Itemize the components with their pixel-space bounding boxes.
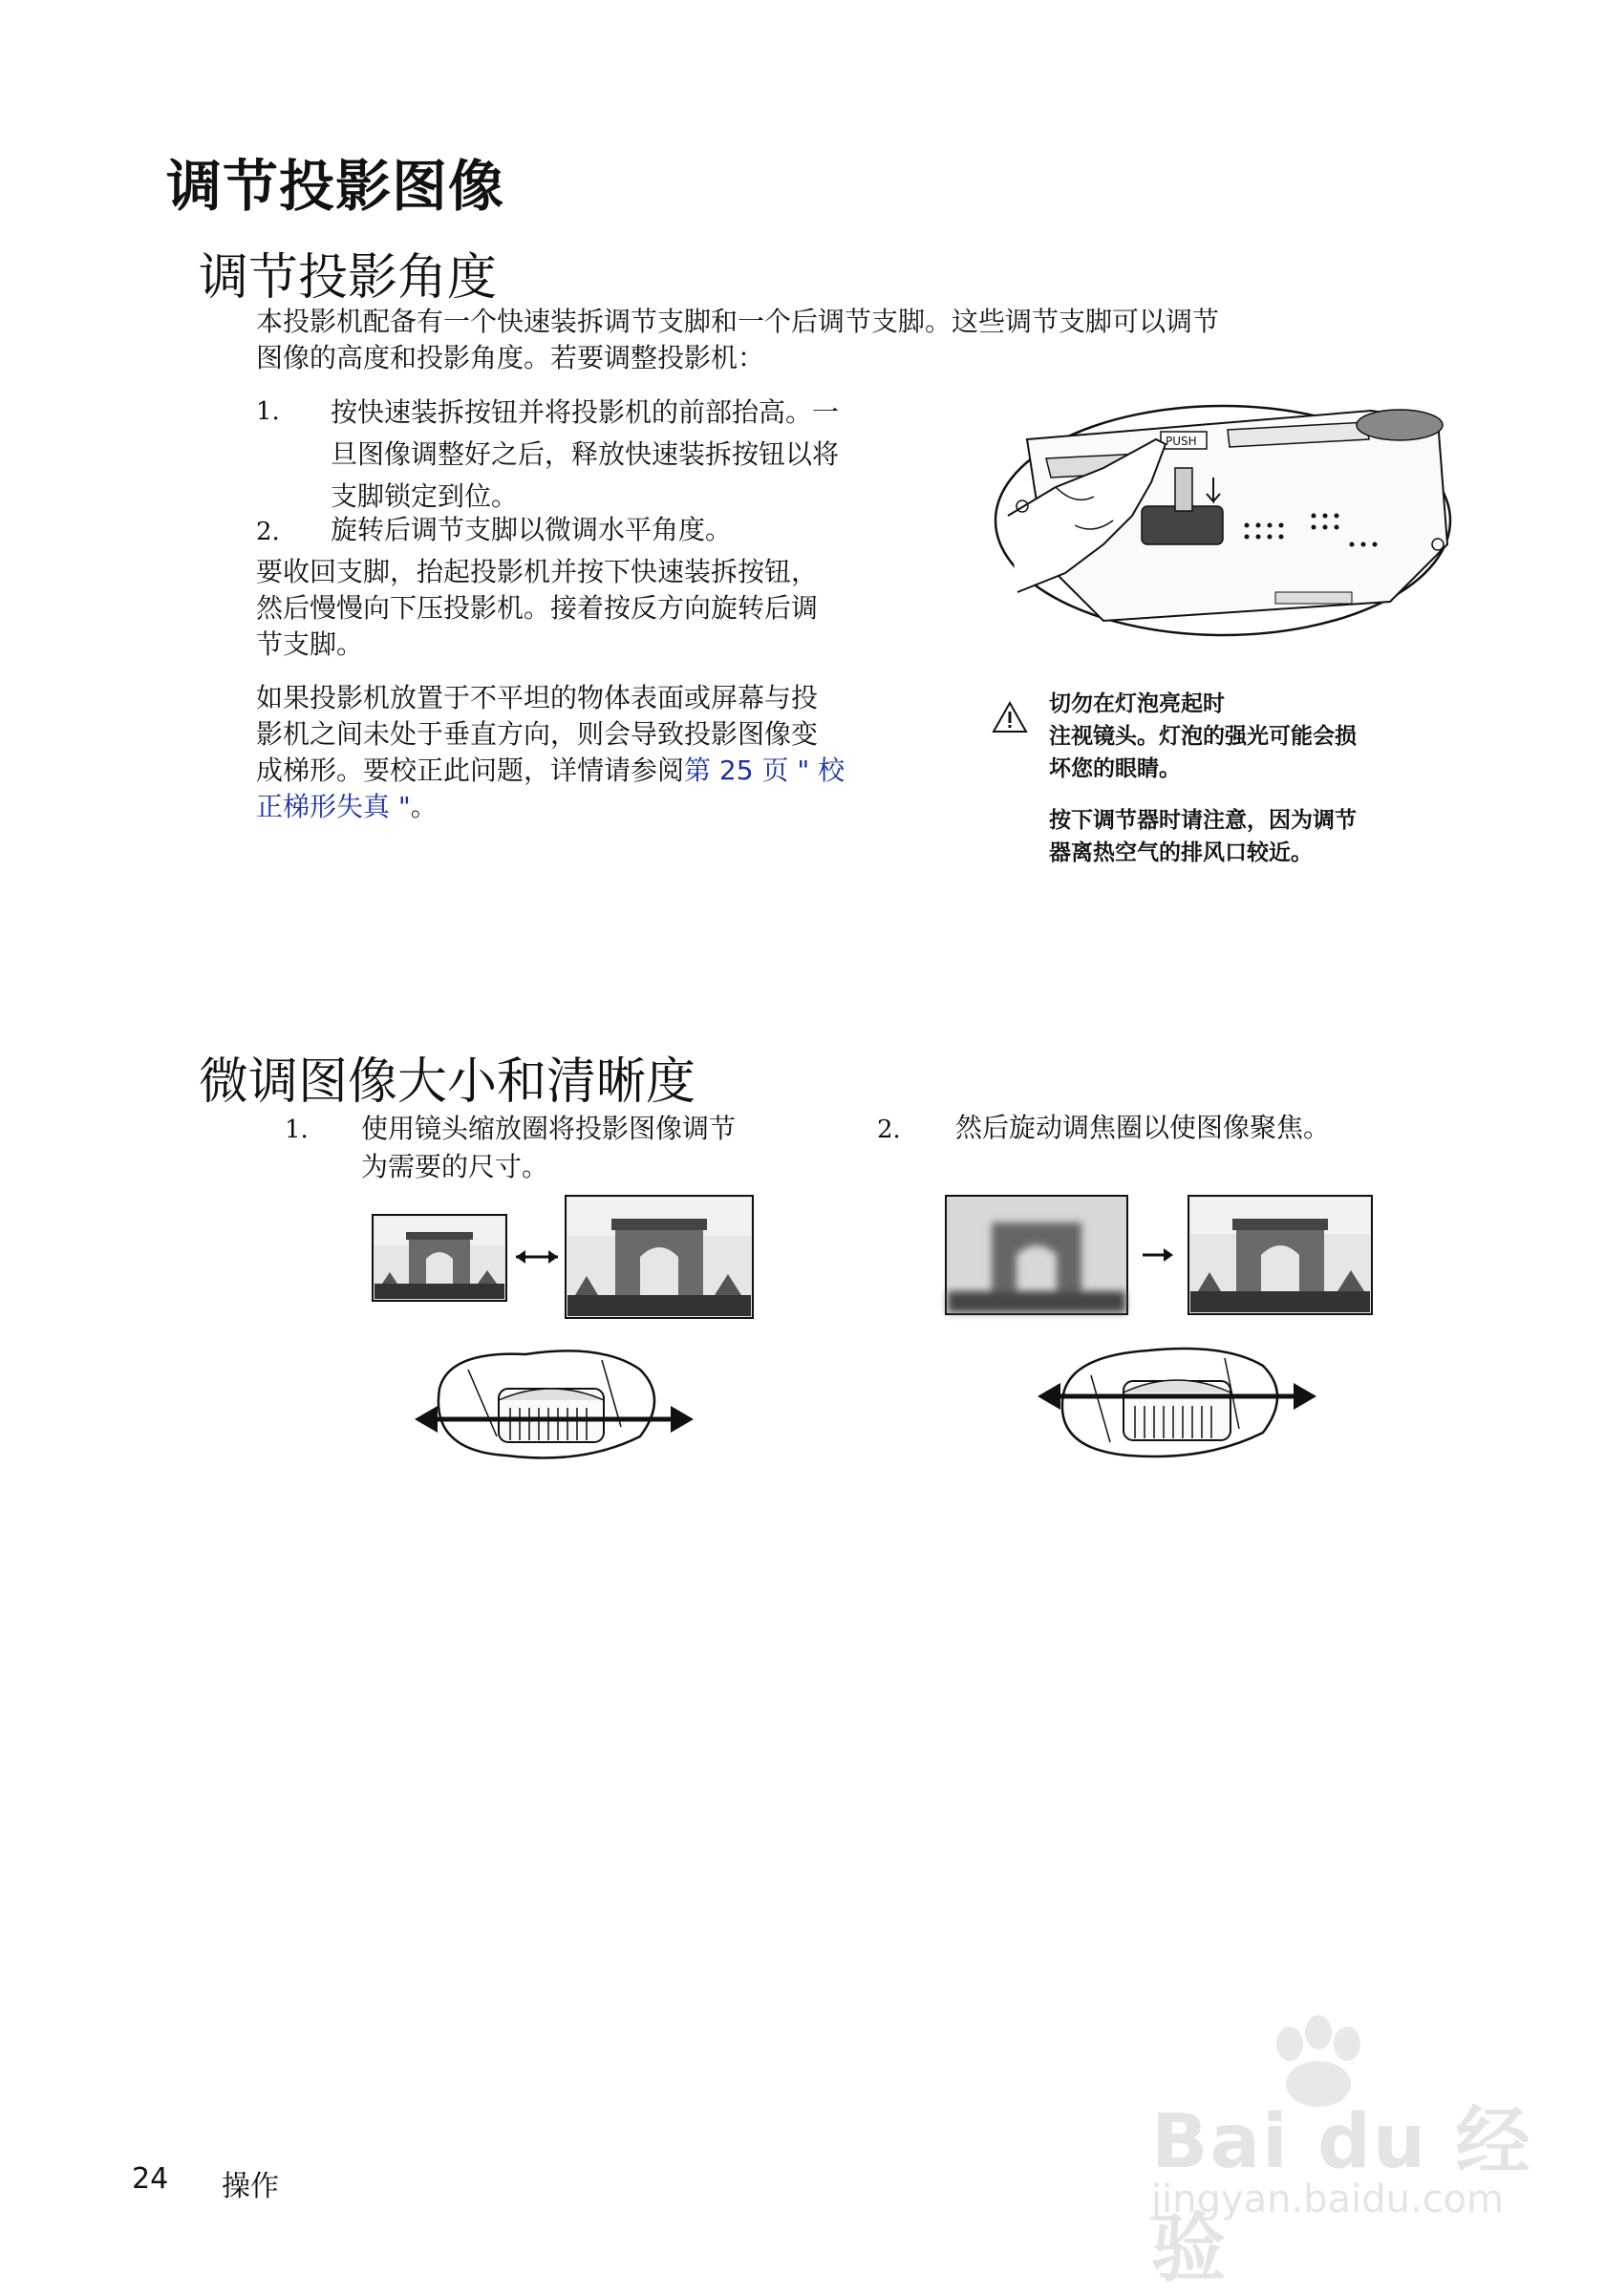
warning-text-1 (1049, 688, 1450, 785)
focus-sharp-image (1188, 1196, 1372, 1314)
projector-foot-illustration (989, 401, 1457, 659)
keystone-paragraph (256, 680, 963, 825)
keystone-line-1: 如果投影机放置于不平坦的物体表面或屏幕与投 (256, 682, 819, 713)
step1-number: 1. (256, 397, 280, 426)
keystone-line-3 (256, 753, 963, 789)
keystone-line-3-text: 成梯形。要校正此问题，详情请参阅 (256, 755, 685, 786)
intro-paragraph (256, 304, 1441, 376)
step1-line-1: 按快速装拆按钮并将投影机的前部抬高。一 (331, 396, 840, 428)
warning-1-line-2: 注视镜头。灯泡的强光可能会损 (1049, 724, 1357, 749)
focus-ring-illustration (1034, 1337, 1320, 1461)
watermark-url: jingyan.baidu.com (1151, 2178, 1505, 2222)
step2-number: 2. (256, 518, 280, 546)
focus-step-number: 2. (877, 1116, 901, 1144)
keystone-link-part1[interactable]: 第 25 页 " 校 (684, 755, 845, 786)
step2-text: 旋转后调节支脚以微调水平角度。 (331, 514, 733, 545)
keystone-line-2: 影机之间未处于垂直方向，则会导致投影图像变 (256, 718, 819, 750)
zoom-step-number: 1. (285, 1116, 309, 1144)
step1-line-3: 支脚锁定到位。 (331, 480, 519, 512)
retract-line-3: 节支脚。 (256, 628, 364, 660)
intro-line-2: 图像的高度和投影角度。若要调整投影机： (256, 342, 765, 373)
warning-1-line-3: 坏您的眼睛。 (1049, 756, 1181, 781)
footer-page-number: 24 (132, 2162, 169, 2196)
zoom-double-arrow-icon (514, 1247, 560, 1266)
section-heading-projection-angle: 调节投影角度 (199, 249, 498, 307)
focus-arrow-icon (1141, 1245, 1175, 1265)
keystone-line-4 (256, 789, 963, 825)
intro-line-1: 本投影机配备有一个快速装拆调节支脚和一个后调节支脚。这些调节支脚可以调节 (256, 306, 1220, 337)
zoom-ring-illustration (411, 1341, 697, 1465)
retract-line-2: 然后慢慢向下压投影机。接着按反方向旋转后调 (256, 592, 819, 624)
focus-step-text: 然后旋动调焦圈以使图像聚焦。 (955, 1112, 1331, 1143)
zoom-large-image (566, 1196, 753, 1318)
page-title: 调节投影图像 (166, 154, 505, 219)
warning-text-2 (1049, 804, 1450, 869)
zoom-small-image (373, 1215, 506, 1301)
warning-2-line-1: 按下调节器时请注意，因为调节 (1049, 808, 1357, 833)
warning-1-line-1: 切勿在灯泡亮起时 (1049, 691, 1225, 716)
zoom-step-line-2: 为需要的尺寸。 (361, 1151, 549, 1182)
step1-text (331, 392, 961, 518)
zoom-step-line-1: 使用镜头缩放圈将投影图像调节 (361, 1113, 737, 1144)
section-heading-fine-tune: 微调图像大小和清晰度 (199, 1053, 696, 1111)
keystone-link-part2[interactable]: 正梯形失真 " (256, 791, 411, 822)
warning-2-line-2: 器离热空气的排风口较近。 (1049, 840, 1313, 865)
watermark-brand: Bai du 经验 (1151, 2099, 1532, 2292)
footer-section-name: 操作 (222, 2170, 279, 2203)
focus-blurry-image (946, 1196, 1127, 1314)
retract-line-1: 要收回支脚，抬起投影机并按下快速装拆按钮， (256, 556, 819, 587)
warning-icon (992, 701, 1028, 733)
push-button-label: PUSH (1166, 435, 1197, 448)
zoom-step-text (361, 1110, 858, 1186)
keystone-end: 。 (410, 791, 438, 822)
retract-paragraph (256, 554, 963, 663)
step1-line-2: 旦图像调整好之后，释放快速装拆按钮以将 (331, 438, 840, 470)
